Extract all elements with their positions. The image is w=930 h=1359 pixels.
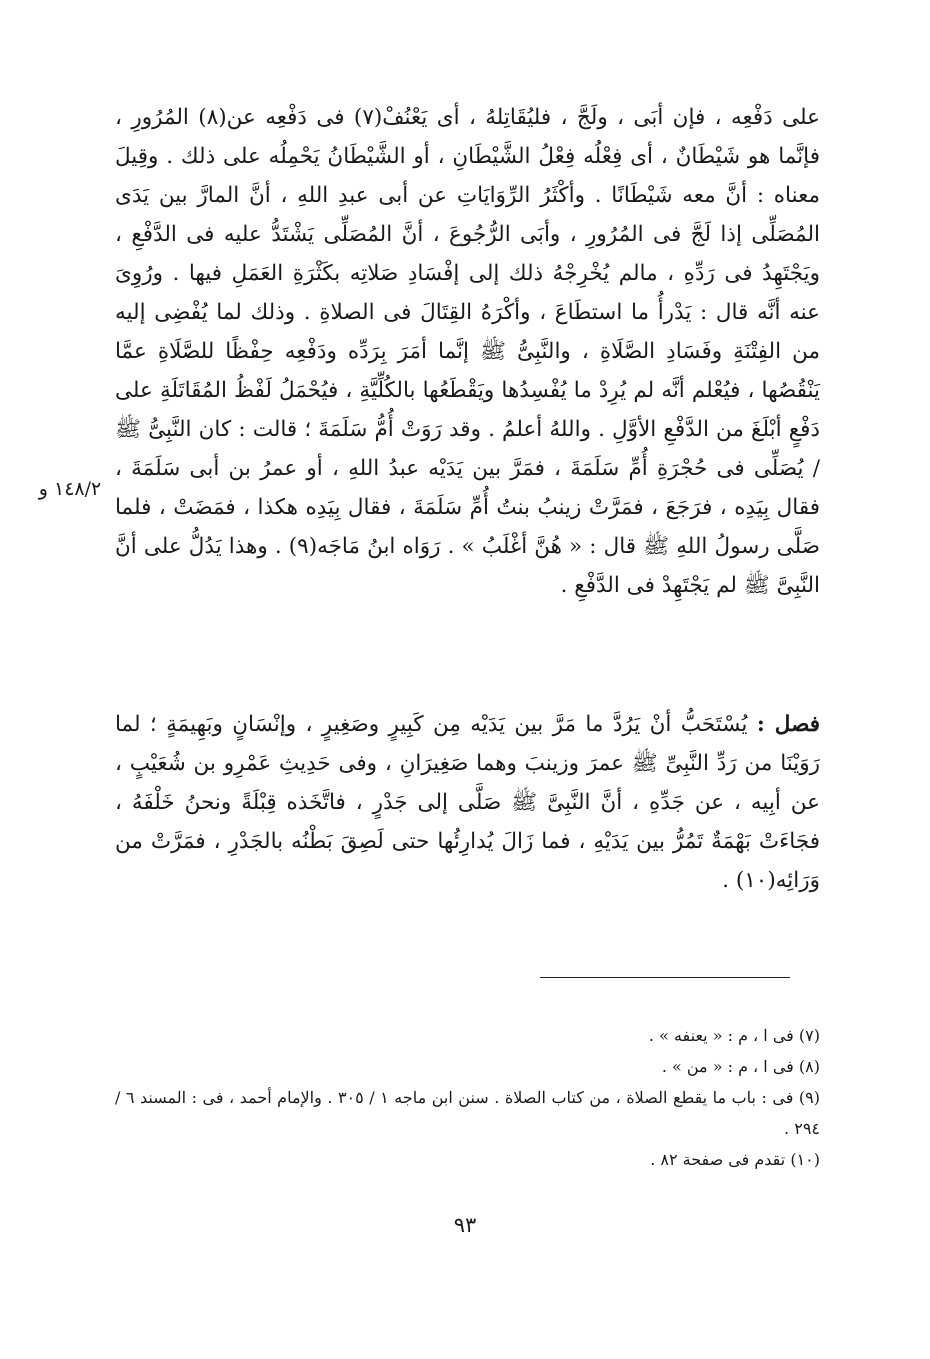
main-text — [115, 98, 820, 605]
footnote-9: (٩) فى : باب ما يقطع الصلاة ، من كتاب الصلاة . سنن ابن ماجه ١ / ٣٠٥ . والإمام أحمد ، فى : المسند ٦ / ٢٩٤ . — [115, 1088, 820, 1138]
paragraph-2 — [115, 705, 820, 900]
footnote-10: (١٠) تقدم فى صفحة ٨٢ . — [650, 1150, 820, 1169]
footnote-8: (٨) فى ا ، م : « من » . — [661, 1057, 820, 1076]
page-number: ٩٣ — [453, 1213, 477, 1237]
footnote-separator — [540, 977, 790, 978]
footnote-7: (٧) فى ا ، م : « يعنفه » . — [648, 1026, 820, 1045]
section-label-fasl: فصل : — [756, 712, 820, 737]
paragraph-2-text: يُسْتَحَبُّ أنْ يَرُدَّ ما مَرَّ بين يَدَيْه مِن كَبِيرٍ وصَغِيرٍ ، وإنْسَانٍ وبَهِيمَةٍ ؛ لما رَوَيْنَا من رَدِّ النَّبِىِّ ﷺ عمرَ وزينبَ وهما صَغِيرَانِ ، وفى حَدِيثِ عَمْرِو بن شُعَيْبٍ ، عن أبِيه ، عن جَدِّهِ ، أنَّ النَّبِىَّ ﷺ صَلَّى إلى جَدْرٍ ، فاتَّخَذه قِبْلَةً ونحنُ خَلْفَهُ ، فجَاءَتْ بَهْمَةٌ تَمُرُّ بين يَدَيْهِ ، فما زَالَ يُدارِئُها حتى لَصِقَ بَطْنُه بالجَدْرِ ، فمَرَّتْ من وَرَائِه(١٠) . — [115, 712, 820, 893]
footnotes — [115, 1020, 820, 1175]
margin-manuscript-reference: ١٤٨/٢ و — [38, 478, 102, 500]
paragraph-1: على دَفْعِه ، فإن أبَى ، ولَجَّ ، فليُقَاتِلهُ ، أى يَعْنُفْ(٧) فى دَفْعِه عن(٨) المُرُورِ ، فإنَّما هو شَيْطَانٌ ، أى فِعْلُه فِعْلُ الشَّيْطَانِ ، أو الشَّيْطَانُ يَحْمِلُه على ذلك . وقِيلَ معناه : أنَّ معه شَيْطَانًا . وأكْثَرُ الرِّوَايَاتِ عن أبى عبدِ اللهِ ، أنَّ المارَّ بين يَدَى المُصَلِّى إذا لَجَّ فى المُرُورِ ، وأبَى الرُّجُوعَ ، أنَّ المُصَلِّى يَشْتَدُّ عليه فى الدَّفْعِ ، ويَجْتَهِدُ فى رَدِّهِ ، مالم يُخْرِجْهُ ذلك إلى إفْسَادِ صَلاتِه بكَثْرَةِ العَمَلِ فيها . ورُوِىَ عنه أنَّه قال : يَدْرأُ ما استطَاعَ ، وأكْرَهُ القِتَالَ فى الصلاةِ . وذلك لما يُفْضِى إليه من الفِتْنَةِ وفَسَادِ الصَّلَاةِ ، والنَّبِىُّ ﷺ إنَّما أمَرَ بِرَدِّه ودَفْعِه حِفْظًا للصَّلَاةِ عمَّا يَنْقُصُها ، فيُعْلم أنَّه لم يُرِدْ ما يُفْسِدُها ويَقْطَعُها بالكُلِّيَّةِ ، فيُحْمَلُ لَفْظُ المُقَاتَلَةِ على دَفْعٍ أبْلَغَ من الدَّفْعِ الأوَّلِ . واللهُ أعلمُ . وقد رَوَتْ أُمُّ سَلَمَةَ ؛ قالت : كان النَّبِىُّ ﷺ / يُصَلِّى فى حُجْرَةِ أُمِّ سَلَمَةَ ، فمَرَّ بين يَدَيْه عبدُ اللهِ ، أو عمرُ بن أبى سَلَمَةَ ، فقال بِيَدِه ، فرَجَعَ ، فمَرَّتْ زينبُ بنتُ أُمِّ سَلَمَةَ ، فقال بِيَدِه هكذا ، فمَضَتْ ، فلما صَلَّى رسولُ اللهِ ﷺ قال : « هُنَّ أغْلَبُ » . رَوَاه ابنُ مَاجَه(٩) . وهذا يَدُلُّ على أنَّ النَّبِىَّ ﷺ لم يَجْتَهِدْ فى الدَّفْعِ . — [115, 105, 821, 598]
